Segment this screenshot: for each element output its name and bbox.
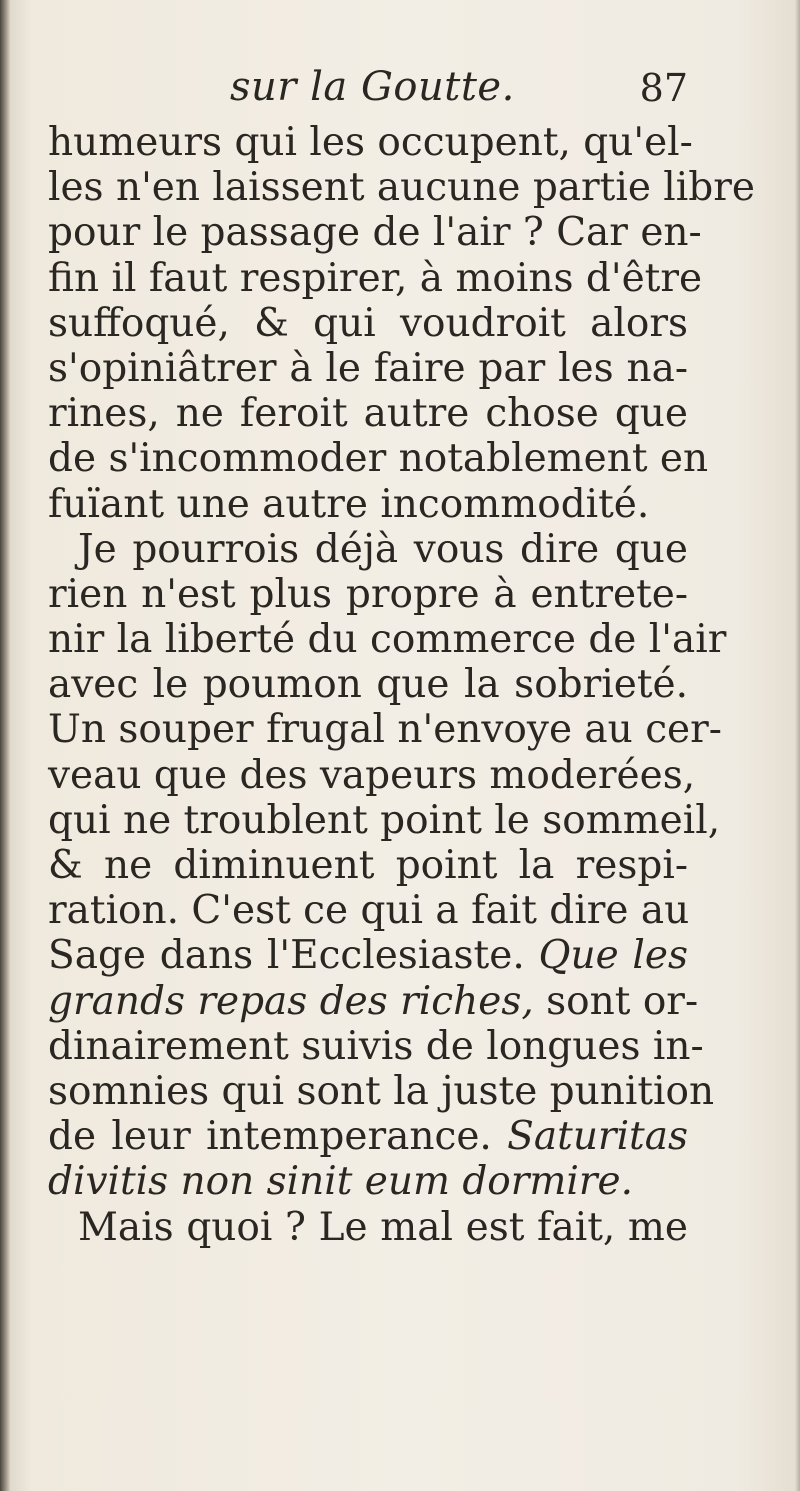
text-roman: de leur intemperance.: [48, 1114, 508, 1160]
text-line: suffoqué, & qui voudroit alors: [48, 300, 688, 346]
page-header: [48, 64, 688, 124]
text-roman: Sage dans l'Ecclesiaste.: [48, 933, 539, 979]
text-line: dinairement suivis de longues in-: [48, 1023, 704, 1069]
text-italic-quote: Que les: [538, 933, 688, 979]
text-line: somnies qui sont la juste punition: [48, 1068, 715, 1114]
running-head: sur la Goutte.: [230, 64, 515, 110]
text-line: fin il faut respirer, à moins d'être: [48, 255, 703, 301]
text-line: avec le poumon que la sobrieté.: [48, 662, 688, 708]
text-line: veau que des vapeurs moderées,: [48, 752, 696, 798]
text-line: Mais quoi ? Le mal est fait, me: [78, 1204, 688, 1250]
text-line: fuïant une autre incommodité.: [48, 481, 650, 527]
text-line: rien n'est plus propre à entrete-: [48, 571, 688, 617]
text-line: ration. C'est ce qui a fait dire au: [48, 888, 690, 934]
text-roman: sont or-: [546, 978, 699, 1024]
text-line: qui ne troublent point le sommeil,: [48, 797, 721, 843]
text-line: de s'incommoder notablement en: [48, 436, 709, 482]
text-italic-quote: grands repas des riches,: [48, 978, 547, 1024]
text-line: Je pourrois déjà vous dire que: [78, 526, 688, 572]
text-line-latin: divitis non sinit eum dormire.: [48, 1159, 633, 1205]
text-line: humeurs qui les occupent, qu'el-: [48, 120, 693, 165]
text-line: & ne diminuent point la respi-: [48, 843, 688, 888]
text-line: s'opiniâtrer à le faire par les na-: [48, 345, 688, 391]
text-line: pour le passage de l'air ? Car en-: [48, 210, 702, 256]
text-line: rines, ne feroit autre chose que: [48, 391, 688, 437]
text-line: Un souper frugal n'envoye au cer-: [48, 707, 722, 753]
text-line-mixed: [48, 1114, 688, 1159]
text-italic-latin: Saturitas: [507, 1114, 688, 1160]
page-binding-edge: [0, 0, 10, 1491]
text-line: nir la liberté du commerce de l'air: [48, 617, 727, 663]
page-outer-edge: [794, 0, 800, 1491]
text-line-mixed: [48, 933, 688, 978]
page-number: 87: [639, 66, 688, 110]
text-line: les n'en laissent aucune partie libre: [48, 165, 755, 211]
text-line-mixed: [48, 978, 699, 1024]
body-text: [48, 120, 755, 1250]
